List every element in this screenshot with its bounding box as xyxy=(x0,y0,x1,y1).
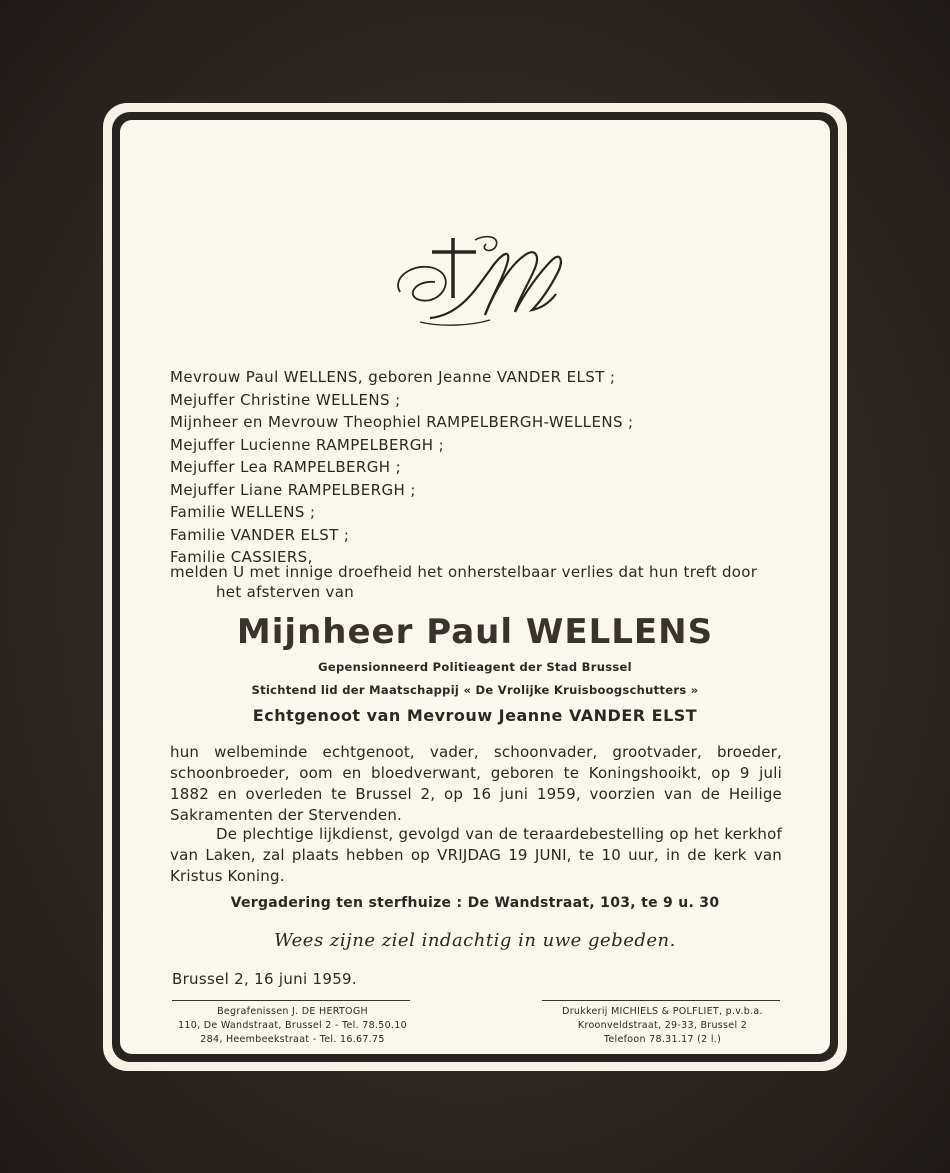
mourner-line: Familie WELLENS ; xyxy=(170,503,316,521)
funeral-paragraph: De plechtige lijkdienst, gevolgd van de teraardebestelling op het kerkhof van Laken, zal plaats hebben op VRIJDAG 19 JUNI, te 10 uur, in de kerk van Kristus Koning. xyxy=(170,825,782,885)
printer-credit xyxy=(530,1005,795,1047)
funeral-director-credit xyxy=(160,1005,425,1047)
divider-right xyxy=(542,1000,780,1001)
meeting-info: Vergadering ten sterfhuize : De Wandstraat, 103, te 9 u. 30 xyxy=(230,895,720,911)
mourners-list xyxy=(170,366,634,569)
announcement-line-2: het afsterven van xyxy=(216,583,355,601)
mourner-line: Familie CASSIERS, xyxy=(170,548,313,566)
credit-line: 110, De Wandstraat, Brussel 2 - Tel. 78.50.10 xyxy=(178,1020,407,1031)
credit-line: Drukkerij MICHIELS & POLFLIET, p.v.b.a. xyxy=(562,1006,763,1017)
deceased-title-occupation: Gepensionneerd Politieagent der Stad Brussel xyxy=(318,660,632,674)
mourner-line: Mevrouw Paul WELLENS, geboren Jeanne VANDER ELST ; xyxy=(170,368,616,386)
credit-line: Telefoon 78.31.17 (2 l.) xyxy=(603,1034,722,1045)
deceased-title-society: Stichtend lid der Maatschappij « De Vrolijke Kruisboogschutters » xyxy=(251,683,699,697)
prayer-line: Wees zijne ziel indachtig in uwe gebeden. xyxy=(274,930,676,951)
announcement-line-1: melden U met innige droefheid het onherstelbaar verlies dat hun treft door xyxy=(170,563,758,581)
deceased-name: Mijnheer Paul WELLENS xyxy=(236,612,714,652)
mourner-line: Mejuffer Christine WELLENS ; xyxy=(170,390,401,409)
mourner-line: Mejuffer Lucienne RAMPELBERGH ; xyxy=(170,435,445,454)
death-notice-card xyxy=(120,120,830,1054)
deceased-spouse: Echtgenoot van Mevrouw Jeanne VANDER ELST xyxy=(252,706,698,725)
credit-line: Kroonveldstraat, 29-33, Brussel 2 xyxy=(577,1020,748,1031)
cross-monogram-icon xyxy=(390,230,570,330)
biography-paragraph: hun welbeminde echtgenoot, vader, schoonvader, grootvader, broeder, schoonbroeder, oom en bloedverwant, geboren te Koningshooikt, op 9 juli 1882 en overleden te Brussel 2, op 16 juni 1959, voorzien van de Heilige Sakramenten der Stervenden. xyxy=(170,743,782,824)
credit-line: Begrafenissen J. DE HERTOGH xyxy=(217,1006,368,1017)
mourner-line: Mejuffer Liane RAMPELBERGH ; xyxy=(170,480,416,499)
mourner-line: Mijnheer en Mevrouw Theophiel RAMPELBERGH-WELLENS ; xyxy=(170,413,634,431)
mourner-line: Familie VANDER ELST ; xyxy=(170,525,350,544)
place-date: Brussel 2, 16 juni 1959. xyxy=(172,970,357,988)
mourner-line: Mejuffer Lea RAMPELBERGH ; xyxy=(170,458,402,476)
divider-left xyxy=(172,1000,410,1001)
credit-line: 284, Heembeekstraat - Tel. 16.67.75 xyxy=(200,1034,385,1045)
announcement xyxy=(170,562,790,602)
